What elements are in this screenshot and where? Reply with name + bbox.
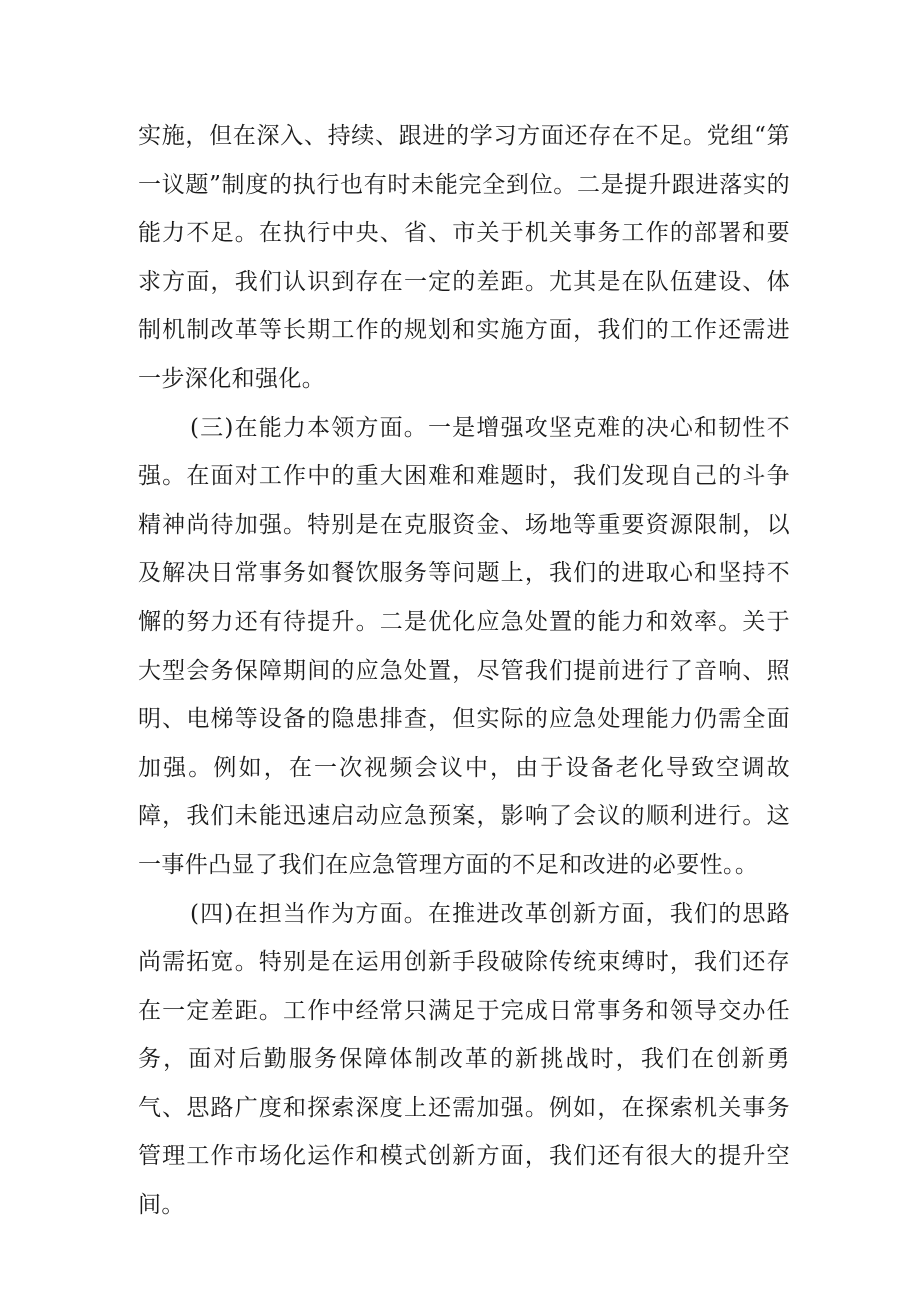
paragraph-ability-skills: (三)在能力本领方面。一是增强攻坚克难的决心和韧性不强。在面对工作中的重大困难和难题时，我们发现自己的斗争精神尚待加强。特别是在克服资金、场地等重要资源限制，以及解决日常事务如餐饮服务等问题上，我们的进取心和坚持不懈的努力还有待提升。二是优化应急处置的能力和效率。关于大型会务保障期间的应急处置，尽管我们提前进行了音响、照明、电梯等设备的隐患排查，但实际的应急处理能力仍需全面加强。例如，在一次视频会议中，由于设备老化导致空调故障，我们未能迅速启动应急预案，影响了会议的顺利进行。这一事件凸显了我们在应急管理方面的不足和改进的必要性。。 [138, 414, 790, 878]
paragraph-study-implementation: 实施，但在深入、持续、跟进的学习方面还存在不足。党组“第一议题”制度的执行也有时未能完全到位。二是提升跟进落实的能力不足。在执行中央、省、市关于机关事务工作的部署和要求方面，我们认识到存在一定的差距。尤其是在队伍建设、体制机制改革等长期工作的规划和实施方面，我们的工作还需进一步深化和强化。 [138, 123, 790, 392]
paragraph-responsibility-action: (四)在担当作为方面。在推进改革创新方面，我们的思路尚需拓宽。特别是在运用创新手段破除传统束缚时，我们还存在一定差距。工作中经常只满足于完成日常事务和领导交办任务，面对后勤服务保障体制改革的新挑战时，我们在创新勇气、思路广度和探索深度上还需加强。例如，在探索机关事务管理工作市场化运作和模式创新方面，我们还有很大的提升空间。 [138, 900, 790, 1219]
document-body [138, 112, 790, 1230]
